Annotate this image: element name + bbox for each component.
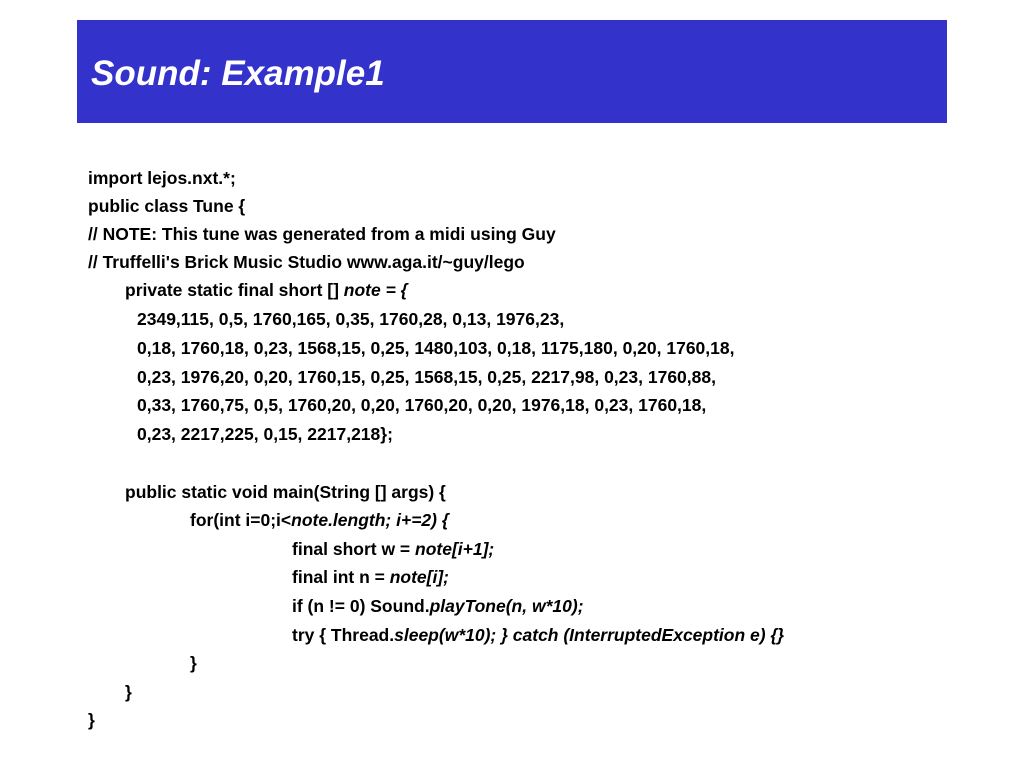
for-cond: note.length; i+=2) { — [291, 510, 449, 530]
code-line-close-for: } — [190, 653, 197, 673]
code-line-for — [190, 510, 449, 530]
code-line-import: import lejos.nxt.*; — [88, 168, 236, 188]
short-w-value: note[i+1]; — [415, 539, 495, 559]
play-tone-call: playTone(n, w*10); — [429, 596, 584, 616]
int-n-value: note[i]; — [389, 567, 450, 587]
code-line-int-n — [292, 567, 449, 587]
code-line-main: public static void main(String [] args) { — [125, 482, 446, 502]
code-line-short-w — [292, 539, 494, 559]
code-line-data-5: 0,23, 2217,225, 0,15, 2217,218}; — [137, 424, 393, 444]
sleep-call: sleep(w*10); } catch (InterruptedException e) {} — [394, 625, 785, 645]
play-tone-head: if (n != 0) Sound. — [292, 596, 430, 616]
code-line-data-1: 2349,115, 0,5, 1760,165, 0,35, 1760,28, 0,13, 1976,23, — [137, 309, 565, 329]
title-bar — [77, 20, 947, 123]
code-line-data-3: 0,23, 1976,20, 0,20, 1760,15, 0,25, 1568,15, 0,25, 2217,98, 0,23, 1760,88, — [137, 367, 716, 387]
short-w-decl: final short w = — [292, 539, 416, 559]
code-line-note-decl — [125, 280, 408, 300]
note-decl-name: note = { — [343, 280, 408, 300]
note-decl-keywords: private static final short [] — [125, 280, 344, 300]
code-line-class: public class Tune { — [88, 196, 246, 216]
code-line-data-4: 0,33, 1760,75, 0,5, 1760,20, 0,20, 1760,20, 0,20, 1976,18, 0,23, 1760,18, — [137, 395, 707, 415]
int-n-decl: final int n = — [292, 567, 390, 587]
code-line-play-tone — [292, 596, 584, 616]
sleep-head: try { Thread. — [292, 625, 395, 645]
code-line-close-main: } — [125, 682, 132, 702]
code-line-close-class: } — [88, 710, 95, 730]
slide-title: Sound: Example1 — [91, 54, 385, 93]
for-head: for(int i=0;i< — [190, 510, 292, 530]
code-line-comment-2: // Truffelli's Brick Music Studio www.aga.it/~guy/lego — [88, 252, 525, 272]
code-line-data-2: 0,18, 1760,18, 0,23, 1568,15, 0,25, 1480,103, 0,18, 1175,180, 0,20, 1760,18, — [137, 338, 735, 358]
code-line-comment-1: // NOTE: This tune was generated from a midi using Guy — [88, 224, 556, 244]
code-line-sleep — [292, 625, 784, 645]
